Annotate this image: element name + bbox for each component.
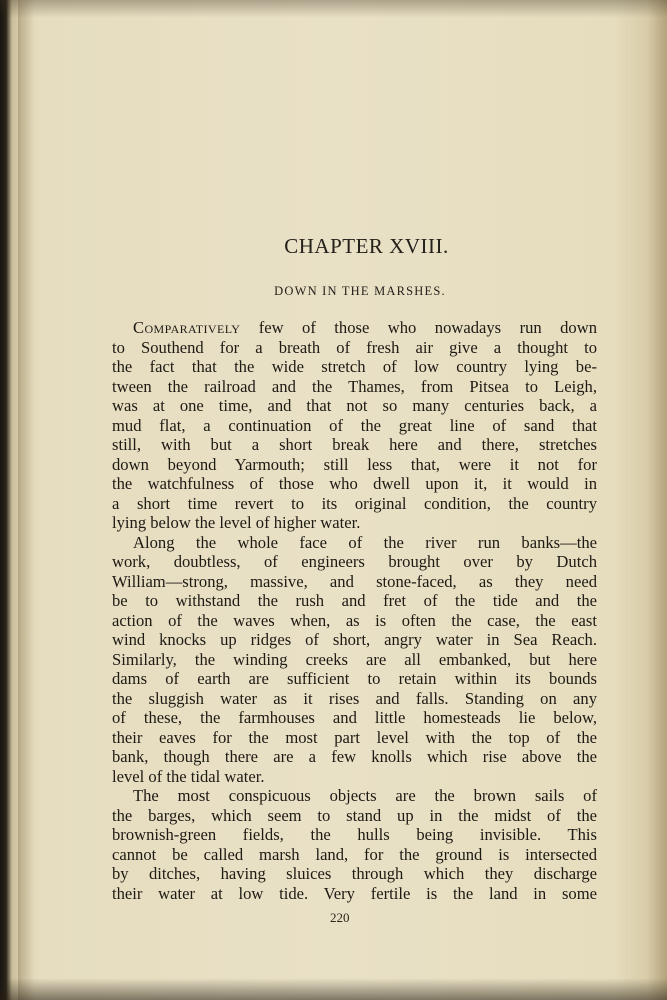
text-line: to Southend for a breath of fresh air give a thought to [112, 337, 597, 357]
text-line: wind knocks up ridges of short, angry water in Sea Reach. [112, 630, 597, 649]
text-line: bank, though there are a few knolls which rise above the [112, 747, 597, 766]
text-line: dams of earth are sufficient to retain within its bounds [112, 669, 597, 688]
text-line: their eaves for the most part level with the top of the [112, 727, 597, 747]
text-line: brownish-green fields, the hulls being invisible. This [112, 825, 597, 844]
text-line: the fact that the wide stretch of low country lying be- [112, 357, 597, 376]
chapter-title: CHAPTER XVIII. [284, 234, 449, 258]
text-line: the watchfulness of those who dwell upon it, it would in [112, 474, 597, 493]
text-line: lying below the level of higher water. [112, 513, 361, 532]
opening-word: Comparatively [133, 318, 241, 337]
text-line: mud flat, a continuation of the great line of sand that [112, 415, 597, 435]
book-gutter-shadow [18, 0, 34, 1000]
text-line: level of the tidal water. [112, 766, 265, 786]
text-line: still, with but a short break here and there, stretches [112, 435, 597, 454]
text-line: William—strong, massive, and stone-faced, as they need [112, 571, 597, 591]
text-line: tween the railroad and the Thames, from Pitsea to Leigh, [112, 376, 597, 396]
text-line [112, 318, 597, 338]
text-line: by ditches, having sluices through which they discharge [112, 864, 597, 883]
text-line: down beyond Yarmouth; still less that, were it not for [112, 454, 597, 474]
text-line: work, doubtless, of engineers brought over by Dutch [112, 552, 597, 571]
text-line: be to withstand the rush and fret of the tide and the [112, 591, 597, 610]
text-line: was at one time, and that not so many centuries back, a [112, 396, 597, 415]
chapter-subtitle: DOWN IN THE MARSHES. [274, 284, 446, 298]
body-text [112, 318, 597, 903]
text-line: a short time revert to its original condition, the country [112, 493, 597, 513]
text-line-rest: few of those who nowadays run down [258, 318, 597, 337]
text-line: The most conspicuous objects are the brown sails of [133, 786, 597, 805]
text-line: the sluggish water as it rises and falls. Standing on any [112, 688, 597, 708]
text-line: cannot be called marsh land, for the ground is intersected [112, 844, 597, 864]
text-line: their water at low tide. Very fertile is the land in some [112, 883, 597, 903]
text-line: Similarly, the winding creeks are all embanked, but here [112, 649, 597, 669]
text-line: action of the waves when, as is often the case, the east [112, 610, 597, 630]
page-number: 220 [330, 910, 350, 925]
text-line: of these, the farmhouses and little homesteads lie below, [112, 708, 597, 727]
text-line: Along the whole face of the river run banks—the [133, 532, 597, 552]
text-line: the barges, which seem to stand up in the midst of the [112, 805, 597, 825]
